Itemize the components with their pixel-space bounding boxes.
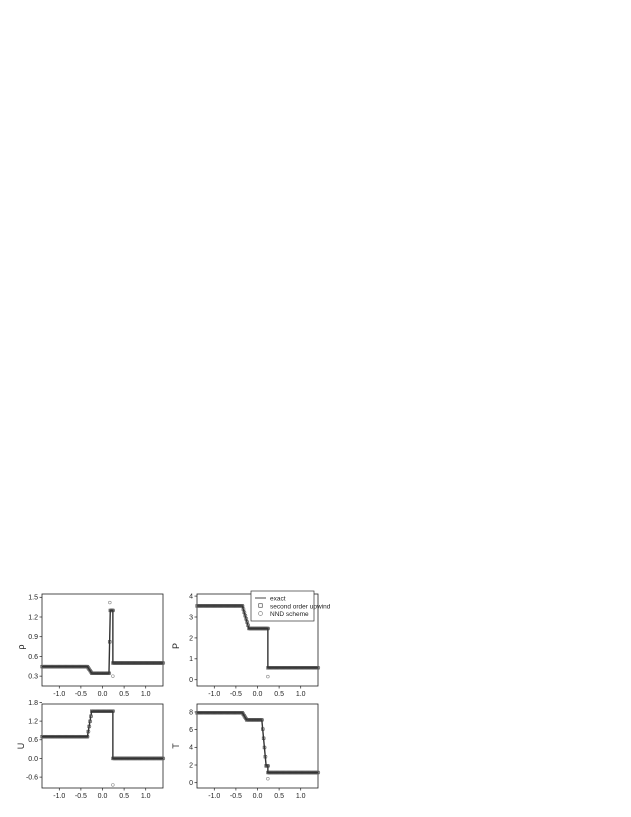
y-tick-label-rho-4: 1.5 [28,594,38,602]
exact-line-t [197,713,318,773]
x-tick-label-p-1: -0.5 [229,691,242,698]
x-tick-label-p-3: 0.5 [274,691,284,698]
x-tick-label-rho-3: 0.5 [119,691,129,698]
y-tick-label-u-4: 1.8 [28,699,38,707]
x-tick-label-rho-0: -1.0 [53,691,66,698]
y-tick-label-t-2: 4 [189,744,193,752]
x-tick-label-rho-2: 0.0 [97,691,108,698]
x-tick-label-u-2: 0.0 [97,793,108,800]
y-tick-label-t-4: 8 [189,709,193,717]
x-tick-label-u-4: 1.0 [140,793,151,800]
x-tick-label-p-2: 0.0 [252,691,263,698]
exact-line-u [42,711,163,758]
y-tick-label-t-0: 0 [189,780,193,788]
panel-rho [16,594,165,698]
x-tick-label-t-4: 1.0 [295,793,306,800]
y-tick-label-p-1: 1 [189,656,193,664]
y-tick-label-rho-0: 0.3 [28,673,38,681]
x-tick-label-t-0: -1.0 [208,793,221,800]
legend-nnd-label: NND scheme [270,611,309,618]
y-tick-label-p-4: 4 [189,593,193,601]
legend-exact-label: exact [270,595,286,603]
x-tick-label-u-1: -0.5 [74,793,87,800]
x-tick-label-u-3: 0.5 [119,793,129,800]
plot-frame-u [42,704,163,788]
x-tick-label-t-2: 0.0 [252,793,263,800]
y-tick-label-t-3: 6 [189,727,193,735]
x-tick-label-rho-4: 1.0 [140,691,151,698]
y-tick-label-p-2: 2 [189,635,193,643]
panel-t [171,704,320,800]
y-tick-label-t-1: 2 [189,762,193,770]
panel-u [16,700,165,800]
x-tick-label-t-1: -0.5 [229,793,242,800]
ylabel-p: P [171,642,181,650]
x-tick-label-t-3: 0.5 [274,793,284,800]
y-tick-label-u-2: 0.6 [28,737,38,745]
overshoot-point-p-0 [266,675,269,678]
overshoot-point-rho-0 [108,601,111,604]
y-tick-label-u-0: -0.6 [25,774,38,782]
x-tick-label-p-4: 1.0 [295,691,306,698]
y-tick-label-rho-2: 0.9 [28,634,38,642]
x-tick-label-p-0: -1.0 [208,691,221,698]
legend [251,591,331,621]
overshoot-point-rho-1 [111,675,114,678]
overshoot-point-t-0 [266,777,269,780]
legend-upwind-label: second order upwind [270,603,331,611]
y-tick-label-p-3: 3 [189,614,193,622]
plot-frame-t [197,704,318,788]
ylabel-u: U [16,742,26,750]
x-tick-label-u-0: -1.0 [53,793,66,800]
y-tick-label-p-0: 0 [189,677,193,685]
y-tick-label-u-3: 1.2 [28,718,38,726]
y-tick-label-rho-3: 1.2 [28,614,38,622]
y-tick-label-u-1: 0.0 [28,755,38,763]
y-tick-label-rho-1: 0.6 [28,653,38,661]
overshoot-point-u-0 [111,783,114,786]
x-tick-label-rho-1: -0.5 [74,691,87,698]
ylabel-rho: ρ [16,644,26,650]
ylabel-t: T [171,743,181,749]
